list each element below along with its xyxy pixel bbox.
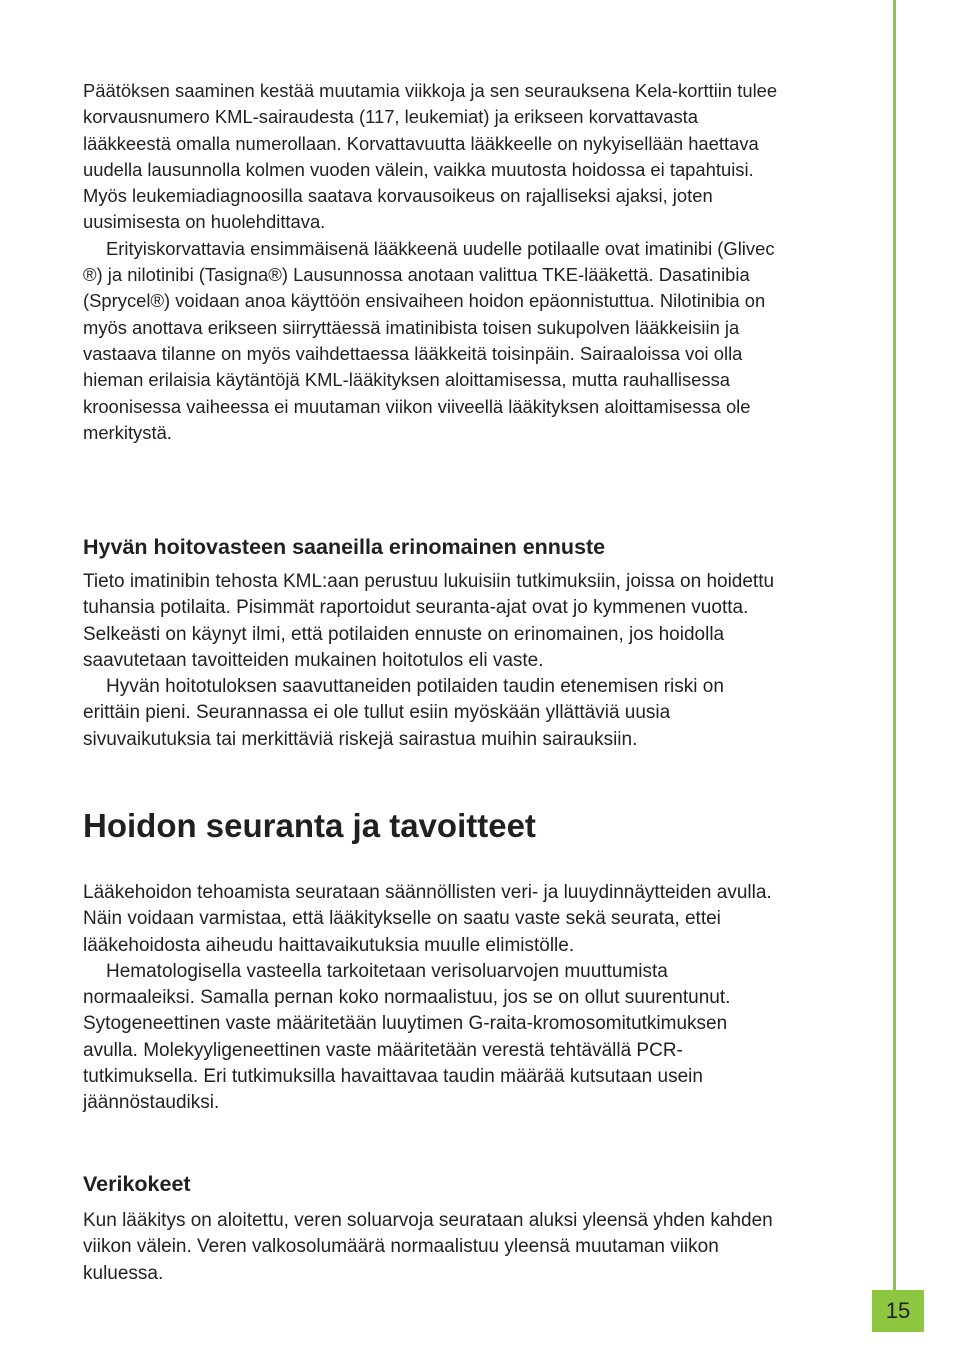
good-response-paragraph-2: Hyvän hoitotuloksen saavuttaneiden potilaiden taudin etenemisen riski on erittäin pieni. Seurannassa ei ole tullut esiin myöskään yllättäviä uusia sivuvaikutuksia tai merkittäviä riskejä sairastua muihin sairauksiin. bbox=[83, 676, 724, 750]
section-heading-good-response: Hyvän hoitovasteen saaneilla erinomainen ennuste bbox=[83, 535, 606, 559]
page-number: 15 bbox=[885, 1298, 911, 1323]
page-number-badge bbox=[872, 1290, 924, 1332]
intro-section bbox=[83, 78, 783, 446]
accent-vertical-rule bbox=[893, 0, 896, 1292]
good-response-paragraph-1: Tieto imatinibin tehosta KML:aan perustuu lukuisiin tutkimuksiin, joissa on hoidettu tuhansia potilaita. Pisimmät raportoidut seuranta-ajat ovat jo kymmenen vuotta. Selkeästi on käynyt ilmi, että potilaiden ennuste on erinomainen, jos hoidolla saavutetaan tavoitteiden mukainen hoitotulos eli vaste. bbox=[83, 571, 775, 671]
intro-paragraph-1: Päätöksen saaminen kestää muutamia viikkoja ja sen seurauksena Kela-korttiin tulee korvausnumero KML-sairaudesta (117, leukemiat) ja erikseen korvattavasta lääkkeestä omalla numerollaan. Korvattavuutta lääkkeelle on nykyisellään haettava uudella lausunnolla kolmen vuoden välein, vaikka muutosta hoidossa ei tapahtuisi. Myös leukemiadiagnoosilla saatava korvausoikeus on rajalliseksi ajaksi, joten uusimisesta on huolehdittava. bbox=[83, 80, 778, 233]
section-heading-monitoring: Hoidon seuranta ja tavoitteet bbox=[83, 807, 536, 844]
intro-paragraph-2: Erityiskorvattavia ensimmäisenä lääkkeenä uudelle potilaalle ovat imatinibi (Glivec ®) ja nilotinibi (Tasigna®) Lausunnossa anotaan valittua TKE-lääkettä. Dasatinibia (Sprycel®) voidaan anoa käyttöön ensivaiheen hoidon epäonnistuttua. Nilotinibia on myös anottava erikseen siirryttäessä imatinibista toisen sukupolven lääkkeisiin ja vastaava tilanne on myös vaihdettaessa lääkkeitä toisinpäin. Sairaaloissa voi olla hieman erilaisia käytäntöjä KML-lääkityksen aloittamisessa, mutta rauhallisessa kroonisessa vaiheessa ei muutaman viikon viiveellä lääkityksen aloittamisessa ole merkitystä. bbox=[83, 237, 775, 443]
blood-tests-paragraph-1: Kun lääkitys on aloitettu, veren soluarvoja seurataan aluksi yleensä yhden kahden viikon välein. Veren valkosolumäärä normaalistuu yleensä muutaman viikon kuluessa. bbox=[83, 1210, 773, 1284]
monitoring-paragraph-1: Lääkehoidon tehoamista seurataan säännöllisten veri- ja luuydinnäytteiden avulla. Näin voidaan varmistaa, että lääkitykselle on saatu vaste sekä seurata, ettei lääkehoidosta aiheudu haittavaikutuksia muulle elimistölle. bbox=[83, 882, 772, 956]
section-heading-blood-tests: Verikokeet bbox=[83, 1172, 191, 1196]
section-monitoring bbox=[83, 806, 783, 1117]
monitoring-paragraph-2: Hematologisella vasteella tarkoitetaan verisoluarvojen muuttumista normaaleiksi. Samalla pernan koko normaalistuu, jos se on ollut suurentunut. Sytogeneettinen vaste määritetään luuytimen G-raita-kromosomitutkimuksen avulla. Molekyyligeneettinen vaste määritetään verestä tehtävällä PCR-tutkimuksella. Eri tutkimuksilla havaittavaa taudin määrää kutsutaan usein jäännöstaudiksi. bbox=[83, 960, 731, 1114]
section-good-response bbox=[83, 533, 783, 753]
section-blood-tests bbox=[83, 1170, 783, 1287]
